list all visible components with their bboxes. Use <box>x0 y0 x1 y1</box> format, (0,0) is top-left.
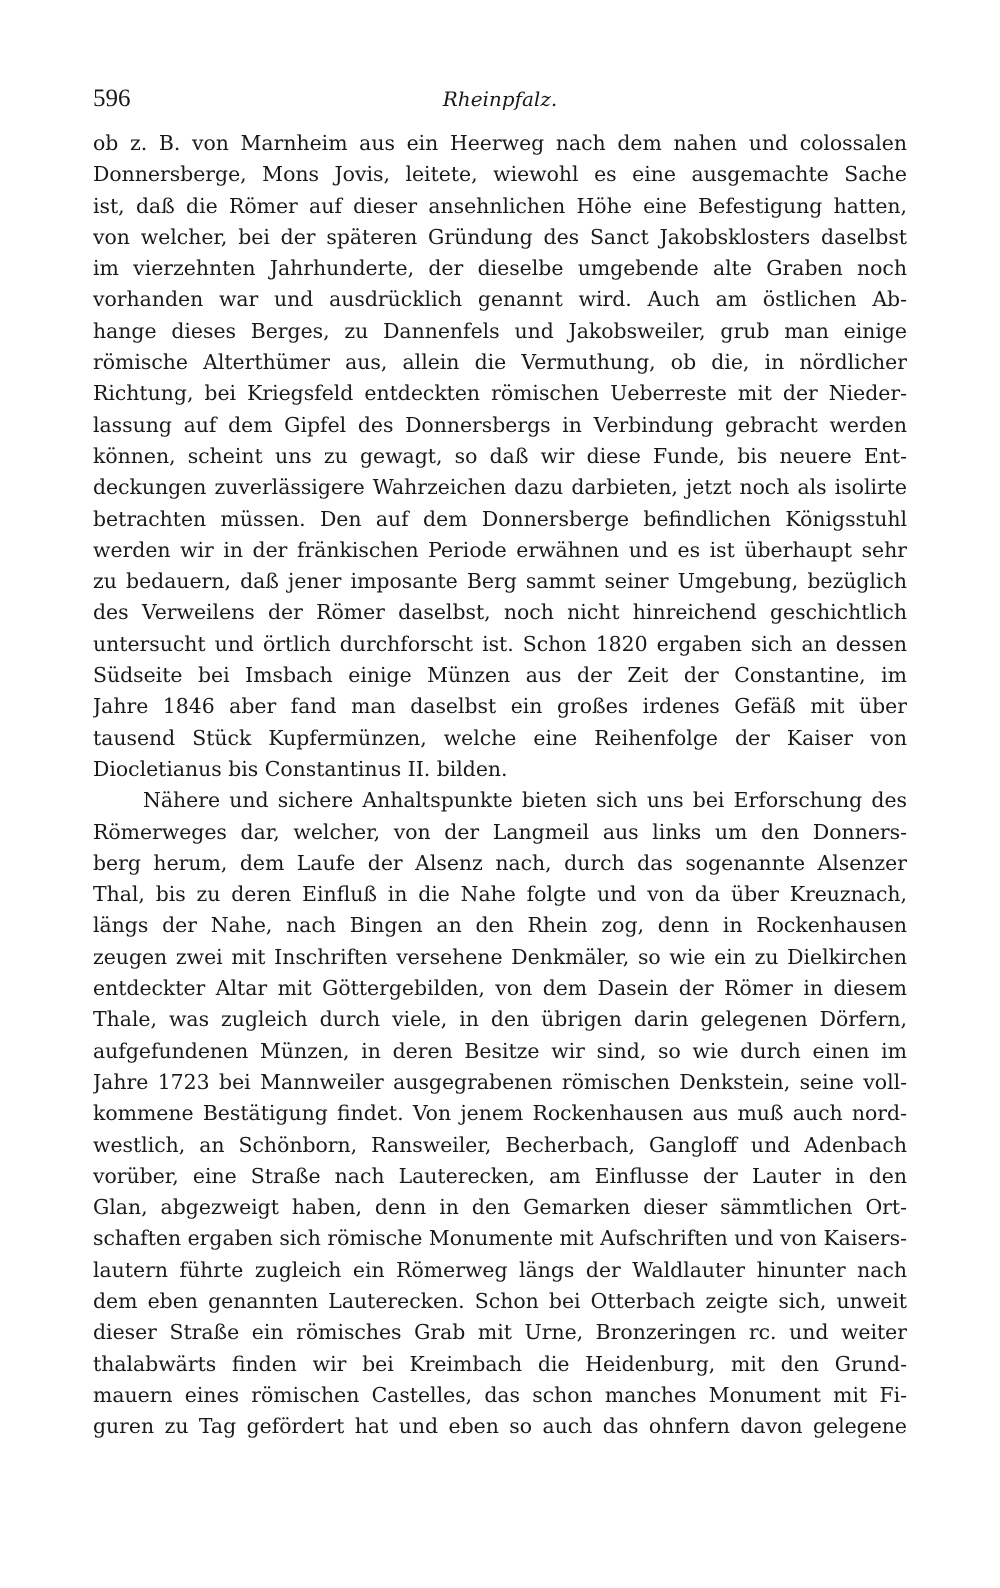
text-line: ist, daß die Römer auf dieser ansehnlichen Höhe eine Befestigung hatten, <box>93 193 907 218</box>
text-line: berg herum, dem Laufe der Alsenz nach, durch das sogenannte Alsenzer <box>93 850 907 875</box>
text-line: aufgefundenen Münzen, in deren Besitze wir sind, so wie durch einen im <box>93 1038 907 1063</box>
text-line: lassung auf dem Gipfel des Donnersbergs in Verbindung gebracht werden <box>93 412 907 437</box>
text-line: Jahre 1846 aber fand man daselbst ein großes irdenes Gefäß mit über <box>93 694 907 719</box>
text-line: im vierzehnten Jahrhunderte, der dieselbe umgebende alte Graben noch <box>93 256 907 281</box>
text-line: hange dieses Berges, zu Dannenfels und Jakobsweiler, grub man einige <box>93 318 907 343</box>
text-line: dieser Straße ein römisches Grab mit Urne, Bronzeringen rc. und weiter <box>93 1320 907 1345</box>
text-line: mauern eines römischen Castelles, das schon manches Monument mit Fi- <box>93 1382 907 1407</box>
text-line: können, scheint uns zu gewagt, so daß wir diese Funde, bis neuere Ent- <box>93 443 907 468</box>
text-line: ob z. B. von Marnheim aus ein Heerweg nach dem nahen und colossalen <box>93 131 907 155</box>
text-line: tausend Stück Kupfermünzen, welche eine Reihenfolge der Kaiser von <box>93 725 907 750</box>
text-line: von welcher, bei der späteren Gründung des Sanct Jakobsklosters daselbst <box>93 224 907 249</box>
text-line: thalabwärts finden wir bei Kreimbach die Heidenburg, mit den Grund- <box>93 1351 907 1376</box>
text-line: betrachten müssen. Den auf dem Donnersberge befindlichen Königsstuhl <box>93 506 907 531</box>
text-line: entdeckter Altar mit Göttergebilden, von dem Dasein der Römer in diesem <box>93 976 907 1001</box>
running-title: Rheinpfalz. <box>442 87 558 111</box>
text-line: zeugen zwei mit Inschriften versehene Denkmäler, so wie ein zu Dielkirchen <box>93 944 907 969</box>
text-line: Donnersberge, Mons Jovis, leitete, wiewohl es eine ausgemachte Sache <box>93 162 907 187</box>
page-number: 596 <box>93 85 131 112</box>
text-line: westlich, an Schönborn, Ransweiler, Becherbach, Gangloff und Adenbach <box>93 1132 907 1157</box>
text-line: deckungen zuverlässigere Wahrzeichen dazu darbieten, jetzt noch als isolirte <box>93 475 907 500</box>
paragraph-start-line: Nähere und sichere Anhaltspunkte bieten sich uns bei Erforschung des <box>143 788 907 813</box>
page-header <box>93 82 907 116</box>
text-line: zu bedauern, daß jener imposante Berg sammt seiner Umgebung, bezüglich <box>93 569 907 594</box>
text-line: guren zu Tag gefördert hat und eben so auch das ohnfern davon gelegene <box>93 1414 907 1439</box>
text-line: schaften ergaben sich römische Monumente mit Aufschriften und von Kaisers- <box>93 1226 907 1251</box>
text-line: des Verweilens der Römer daselbst, noch nicht hinreichend geschichtlich <box>93 600 907 625</box>
text-line: vorhanden war und ausdrücklich genannt wird. Auch am östlichen Ab- <box>93 287 907 312</box>
body-text <box>93 128 907 1442</box>
text-line: Römerweges dar, welcher, von der Langmeil aus links um den Donners- <box>93 819 907 844</box>
text-line: kommene Bestätigung findet. Von jenem Rockenhausen aus muß auch nord- <box>93 1101 907 1126</box>
text-line: Thal, bis zu deren Einfluß in die Nahe folgte und von da über Kreuznach, <box>93 882 907 907</box>
text-line: untersucht und örtlich durchforscht ist. Schon 1820 ergaben sich an dessen <box>93 631 907 656</box>
text-line: römische Alterthümer aus, allein die Vermuthung, ob die, in nördlicher <box>93 350 907 375</box>
text-line: Jahre 1723 bei Mannweiler ausgegrabenen römischen Denkstein, seine voll- <box>93 1069 907 1094</box>
text-line: vorüber, eine Straße nach Lauterecken, am Einflusse der Lauter in den <box>93 1163 907 1188</box>
text-line: dem eben genannten Lauterecken. Schon bei Otterbach zeigte sich, unweit <box>93 1288 907 1313</box>
text-line: Thale, was zugleich durch viele, in den übrigen darin gelegenen Dörfern, <box>93 1007 907 1032</box>
text-line: Glan, abgezweigt haben, denn in den Gemarken dieser sämmtlichen Ort- <box>93 1195 907 1220</box>
text-line: Richtung, bei Kriegsfeld entdeckten römischen Ueberreste mit der Nieder- <box>93 381 907 406</box>
text-line: werden wir in der fränkischen Periode erwähnen und es ist überhaupt sehr <box>93 537 907 562</box>
text-line: längs der Nahe, nach Bingen an den Rhein zog, denn in Rockenhausen <box>93 913 907 938</box>
paragraph-end-line: Diocletianus bis Constantinus II. bilden. <box>93 756 508 781</box>
text-line: lautern führte zugleich ein Römerweg längs der Waldlauter hinunter nach <box>93 1257 907 1282</box>
text-line: Südseite bei Imsbach einige Münzen aus der Zeit der Constantine, im <box>93 663 907 688</box>
